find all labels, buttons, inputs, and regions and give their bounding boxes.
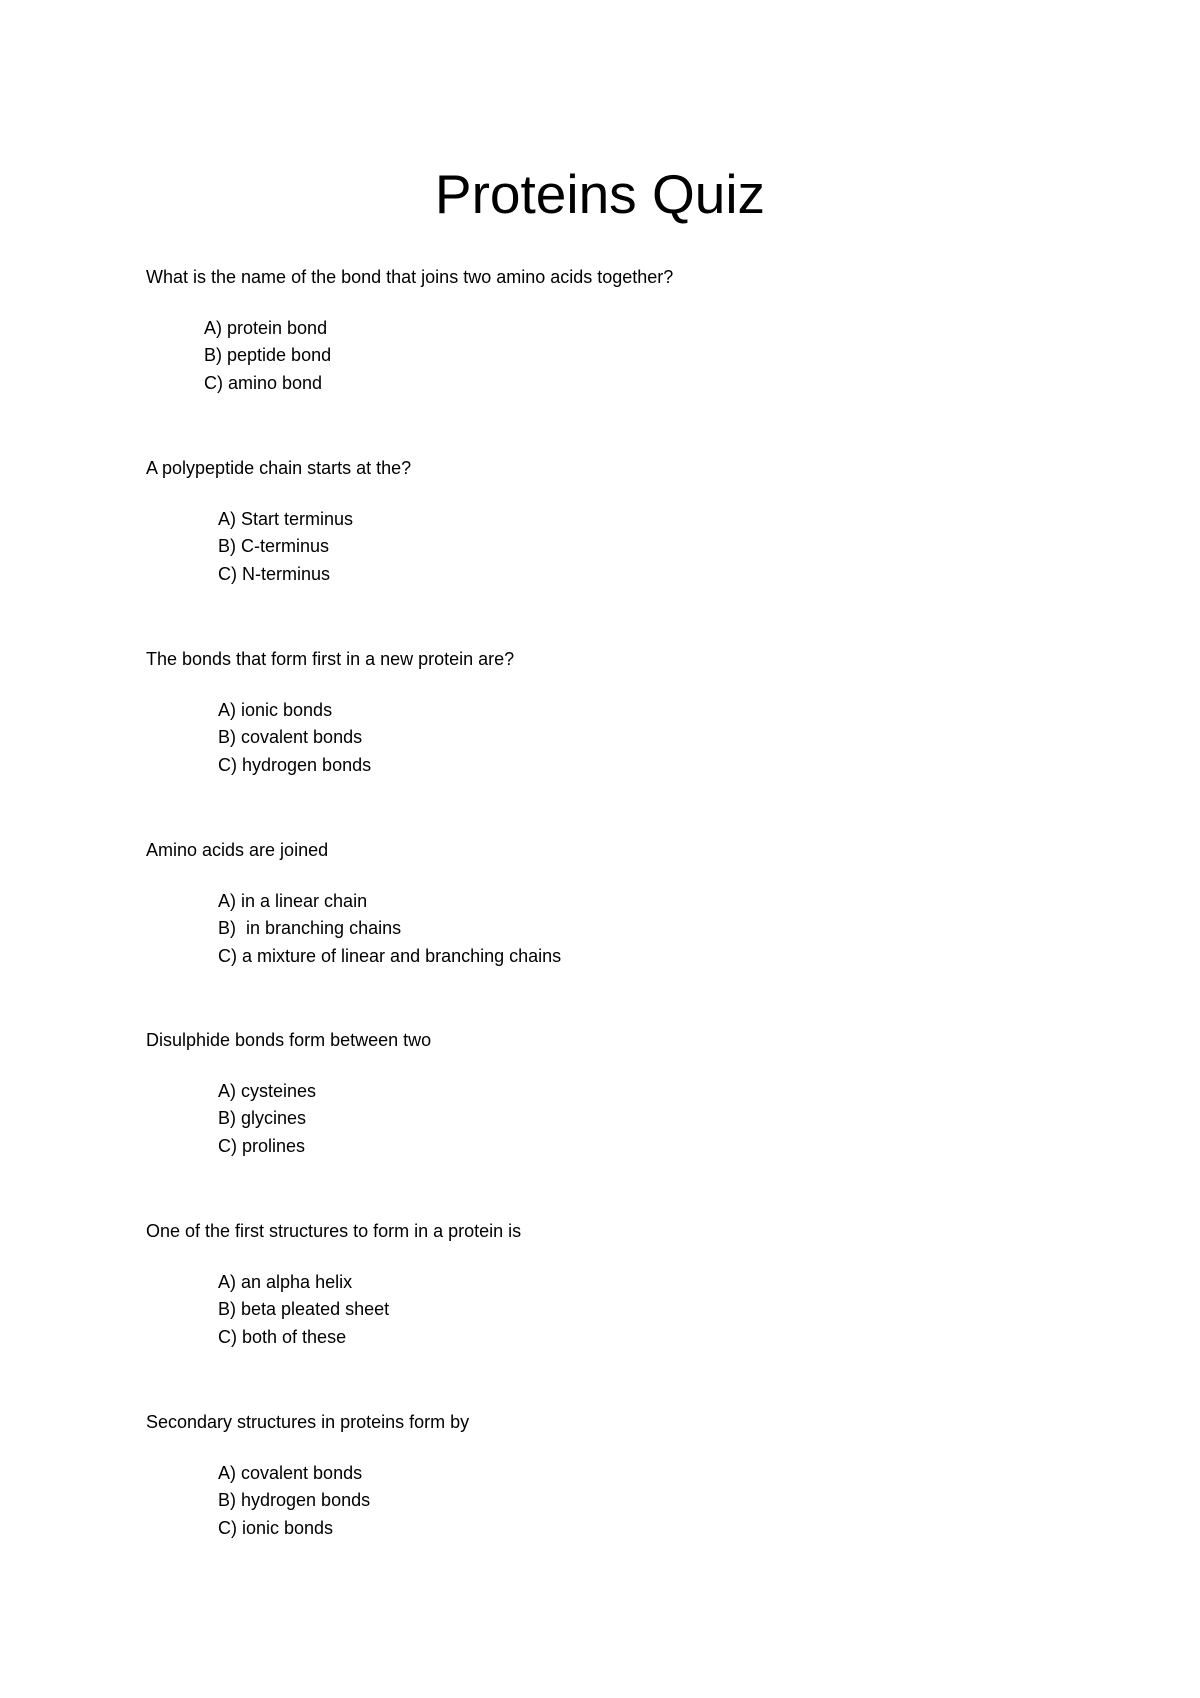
- option-a: A) ionic bonds: [218, 700, 333, 720]
- question-1: [146, 265, 1106, 393]
- option-list: [218, 506, 353, 588]
- option-c: C) both of these: [218, 1326, 347, 1347]
- option-c: C) prolines: [218, 1135, 306, 1156]
- question-text: A polypeptide chain starts at the?: [146, 458, 412, 478]
- option-a: A) cysteines: [218, 1081, 317, 1101]
- option-c: C) a mixture of linear and branching chains: [218, 945, 562, 966]
- option-list: [218, 697, 371, 779]
- question-3: [146, 647, 1106, 775]
- question-text: One of the first structures to form in a protein is: [146, 1221, 522, 1241]
- question-2: [146, 456, 1106, 584]
- option-list: [218, 1460, 370, 1542]
- option-b: B) peptide bond: [204, 345, 332, 366]
- question-text: The bonds that form first in a new protein are?: [146, 649, 515, 669]
- option-b: B) glycines: [218, 1108, 307, 1129]
- question-5: [146, 1028, 1106, 1156]
- option-list: [204, 315, 331, 397]
- question-text: Disulphide bonds form between two: [146, 1030, 432, 1050]
- option-b: B) in branching chains: [218, 918, 402, 939]
- option-c: C) N-terminus: [218, 563, 331, 584]
- option-c: C) ionic bonds: [218, 1517, 334, 1538]
- option-b: B) beta pleated sheet: [218, 1299, 390, 1320]
- question-text: Secondary structures in proteins form by: [146, 1412, 470, 1432]
- question-7: [146, 1410, 1106, 1538]
- option-list: [218, 1078, 316, 1160]
- question-text: What is the name of the bond that joins two amino acids together?: [146, 267, 674, 287]
- question-4: [146, 838, 1106, 966]
- option-c: C) amino bond: [204, 372, 323, 393]
- option-a: A) in a linear chain: [218, 891, 368, 911]
- option-c: C) hydrogen bonds: [218, 754, 372, 775]
- option-a: A) an alpha helix: [218, 1272, 353, 1292]
- option-list: [218, 888, 561, 970]
- option-a: A) protein bond: [204, 318, 328, 338]
- option-a: A) covalent bonds: [218, 1463, 363, 1483]
- page-title: Proteins Quiz: [434, 163, 766, 225]
- question-text: Amino acids are joined: [146, 840, 329, 860]
- question-6: [146, 1219, 1106, 1347]
- option-b: B) hydrogen bonds: [218, 1490, 371, 1511]
- option-a: A) Start terminus: [218, 509, 354, 529]
- option-b: B) C-terminus: [218, 536, 330, 557]
- option-b: B) covalent bonds: [218, 727, 363, 748]
- option-list: [218, 1269, 389, 1351]
